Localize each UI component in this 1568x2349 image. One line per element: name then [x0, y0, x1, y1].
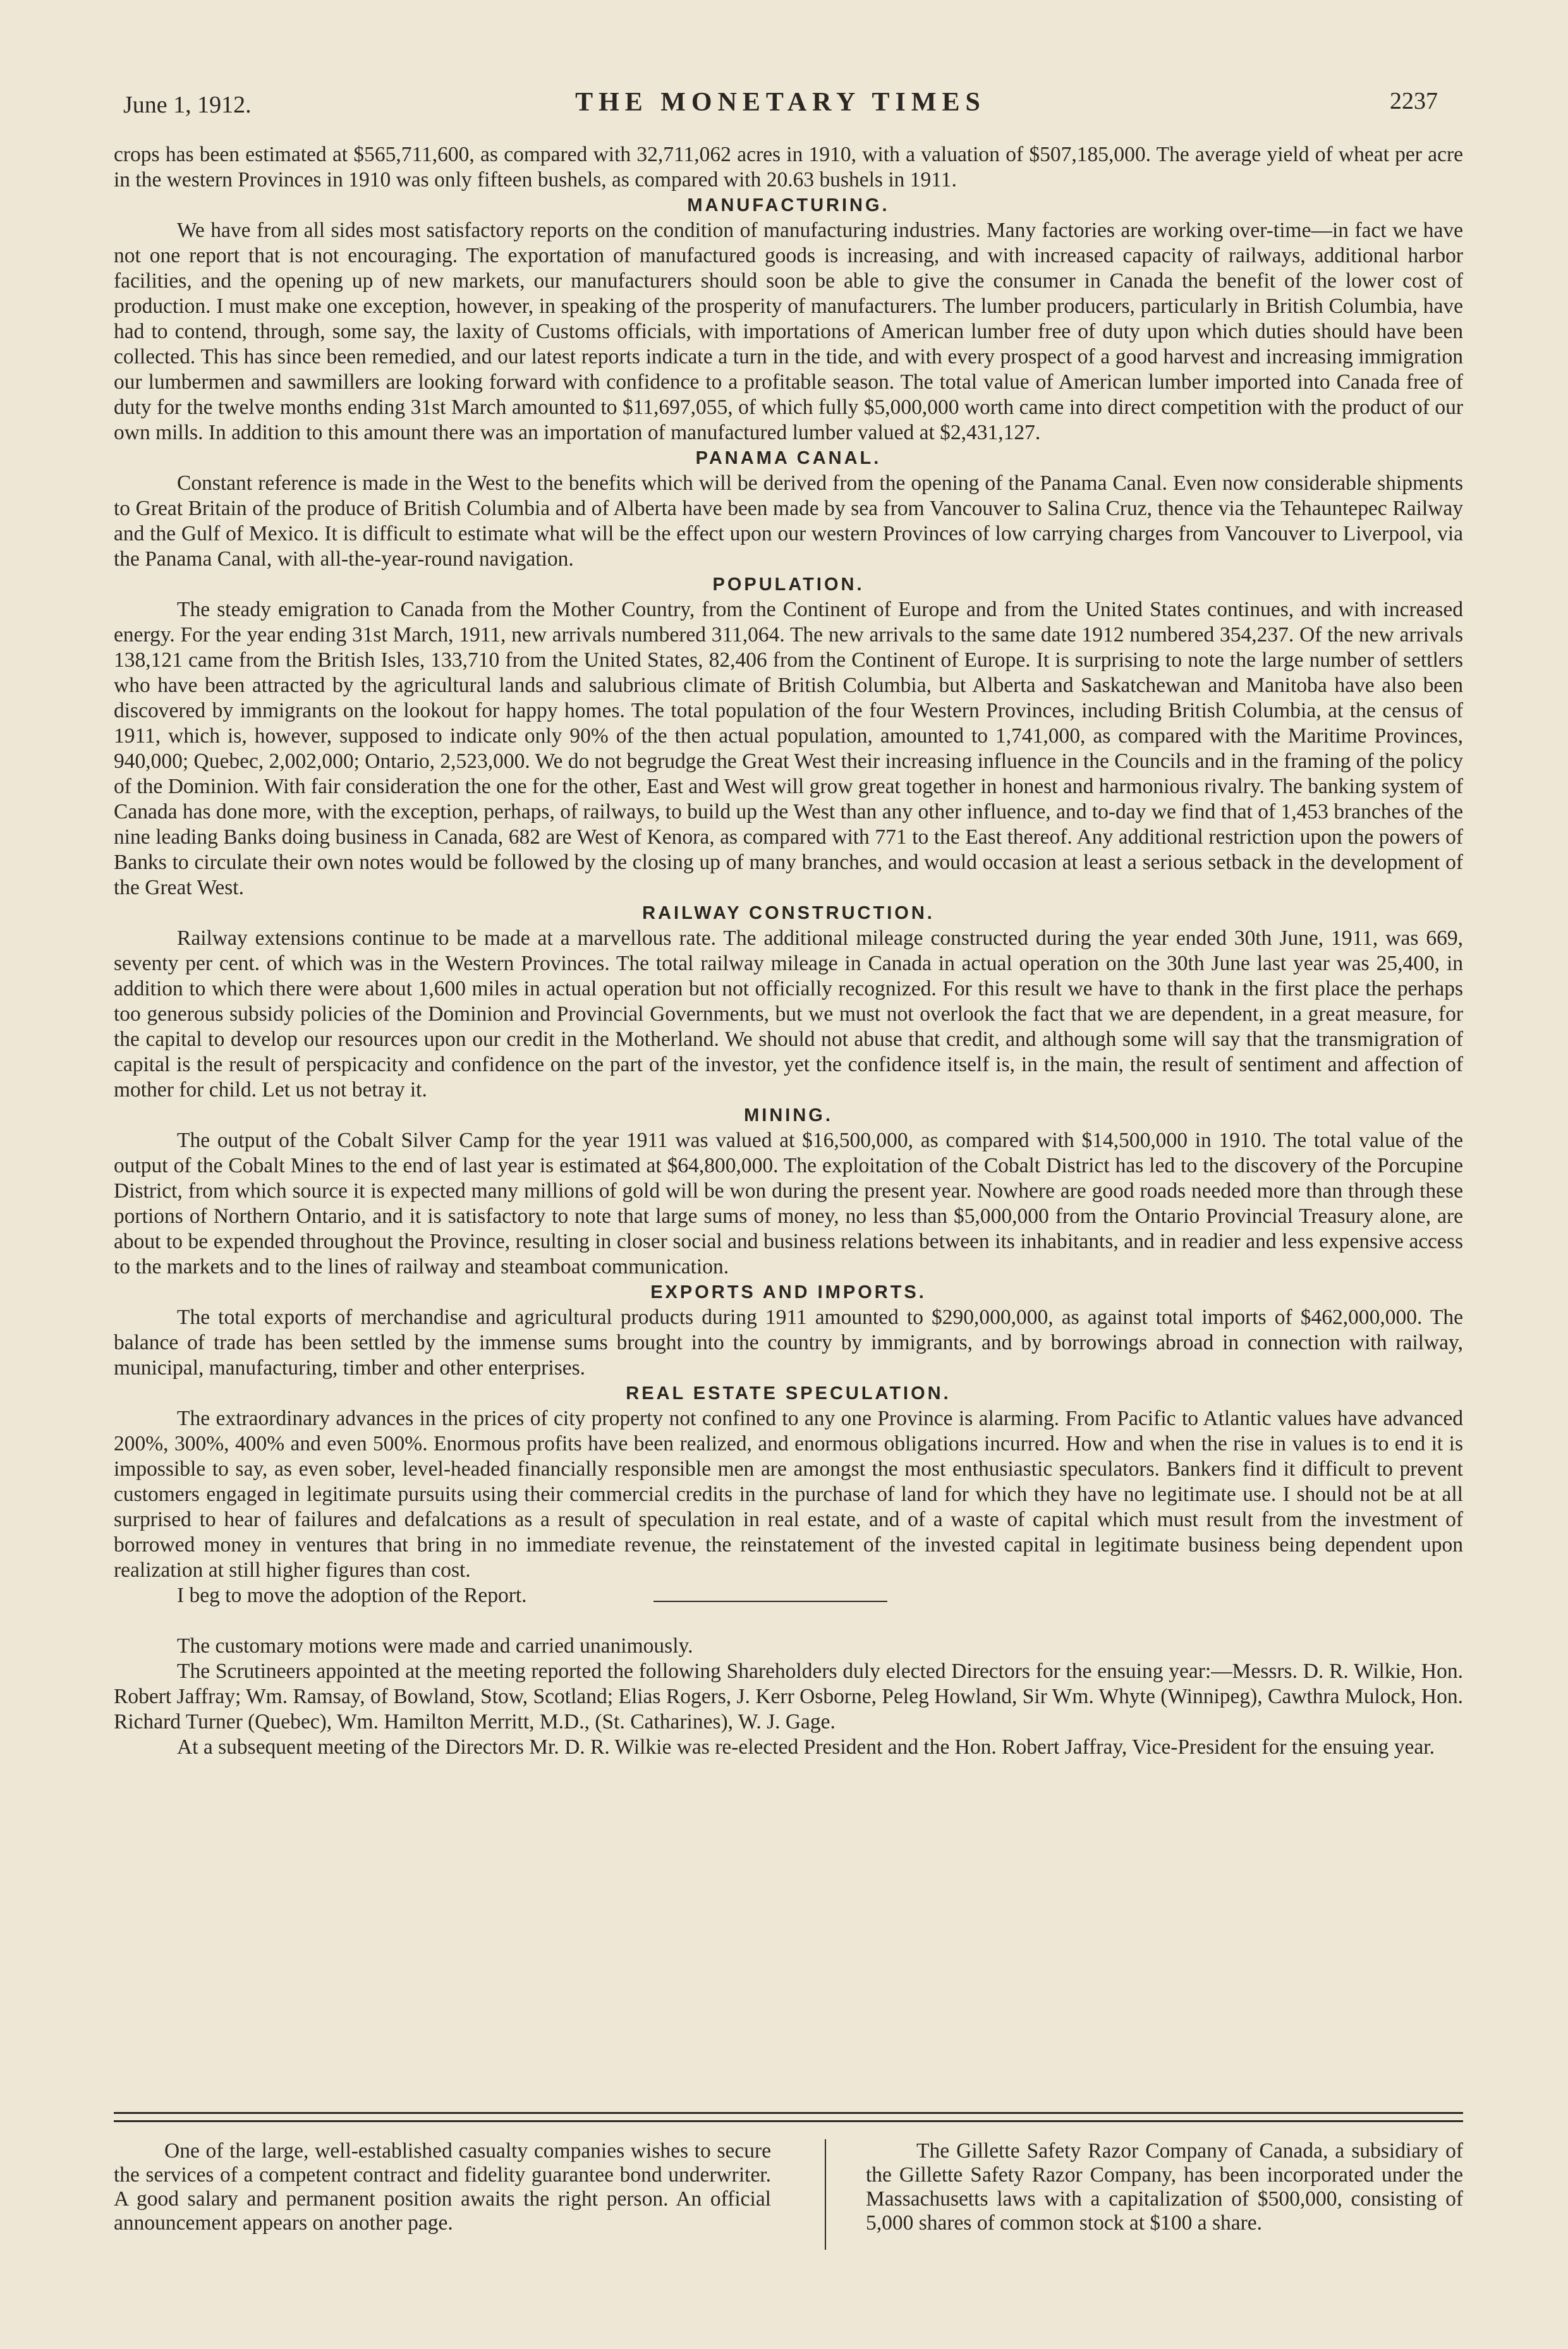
spacer [114, 1608, 1463, 1634]
section-heading-population: POPULATION. [712, 574, 865, 595]
minutes-paragraph: The Scrutineers appointed at the meeting reported the following Shareholders duly elected Directors for the ensuing year:—Messrs. D. R. Wilkie, Hon. Robert Jaffray; Wm. Ramsay, of Bowland, Stow, Scotland; Elias Rogers, J. Kerr Osborne, Peleg Howland, Sir Wm. Whyte (Winnipeg), Cawthra Mulock, Hon. Richard Turner (Quebec), Wm. Hamilton Merritt, M.D., (St. Catharines), W. J. Gage. [114, 1660, 1463, 1733]
section-heading-manufacturing: MANUFACTURING. [687, 195, 890, 215]
intro-paragraph: crops has been estimated at $565,711,600, as compared with 32,711,062 acres in 1910, with a valuation of $507,185,000. The average yield of wheat per acre in the western Provinces in 1910 was only fifteen bushels, as compared with 20.63 bushels in 1911. [114, 143, 1463, 191]
minutes-paragraph: At a subsequent meeting of the Directors Mr. D. R. Wilkie was re-elected President and the Hon. Robert Jaffray, Vice-President for the ensuing year. [177, 1735, 1435, 1759]
closing-text: I beg to move the adoption of the Report. [177, 1584, 527, 1607]
notice-left [114, 2139, 771, 2235]
notice-right [866, 2139, 1463, 2235]
page-header [123, 81, 1438, 125]
section-heading-railway-construction: RAILWAY CONSTRUCTION. [642, 903, 935, 923]
section-heading-panama-canal: PANAMA CANAL. [695, 448, 882, 468]
section-text-manufacturing: We have from all sides most satisfactory reports on the condition of manufacturing industries. Many factories are working over-time—in fact we have not one report that is not encouraging. The exportation of manufactured goods is increasing, and with increased capacity of railways, additional harbor facilities, and the opening up of new markets, our manufacturers should soon be able to give the consumer in Canada the benefit of the lower cost of production. I must make one exception, however, in speaking of the prosperity of manufacturers. The lumber producers, particularly in British Columbia, have had to contend, through, some say, the laxity of Customs officials, with importations of American lumber free of duty upon which duties should have been collected. This has since been remedied, and our latest reports indicate a turn in the tide, and with every prospect of a good harvest and increasing immigration our lumbermen and sawmillers are looking forward with confidence to a profitable season. The total value of American lumber imported into Canada free of duty for the twelve months ending 31st March amounted to $11,697,055, of which fully $5,000,000 worth came into direct competition with the product of our own mills. In addition to this amount there was an importation of manufactured lumber valued at $2,431,127. [114, 219, 1463, 444]
article-body [114, 142, 1463, 1760]
section-heading-mining: MINING. [744, 1105, 833, 1126]
notice-left-text: One of the large, well-established casualty companies wishes to secure the services of a competent contract and fidelity guarantee bond underwriter. A good salary and permanent position awaits the right person. An official announcement appears on another page. [114, 2139, 771, 2235]
notices-columns [114, 2139, 1463, 2266]
publication-title: THE MONETARY TIMES [575, 88, 986, 117]
section-text-railway-construction: Railway extensions continue to be made at a marvellous rate. The additional mileage constructed during the year ended 30th June, 1911, was 669, seventy per cent. of which was in the Western Provinces. The total railway mileage in Canada in actual operation on the 30th June last year was 25,400, in addition to which there were about 1,600 miles in actual operation but not officially recognized. For this result we have to thank in the first place the perhaps too generous subsidy policies of the Dominion and Provincial Governments, but we must not overlook the fact that we are dependent, in a great measure, for the capital to develop our resources upon our credit in the Motherland. We should not abuse that credit, and although some will say that the transmigration of capital is the result of perspicacity and confidence on the part of the investor, yet the confidence itself is, in the main, the result of sentiment and affection of mother for child. Let us not betray it. [114, 926, 1463, 1102]
signature-rule [653, 1601, 887, 1602]
section-text-mining: The output of the Cobalt Silver Camp for the year 1911 was valued at $16,500,000, as compared with $14,500,000 in 1910. The total value of the output of the Cobalt Mines to the end of last year is estimated at $64,800,000. The exploitation of the Cobalt District has led to the discovery of the Porcupine District, from which source it is expected many millions of gold will be won during the present year. Nowhere are good roads needed more than through these portions of Northern Ontario, and it is satisfactory to note that large sums of money, no less than $5,000,000 from the Ontario Provincial Treasury alone, are about to be expended throughout the Province, resulting in closer social and business relations between its inhabitants, and in readier and less expensive access to the markets and to the lines of railway and steamboat communication. [114, 1129, 1463, 1278]
section-heading-exports-imports: EXPORTS AND IMPORTS. [650, 1282, 927, 1302]
section-text-population: The steady emigration to Canada from the Mother Country, from the Continent of Europe and from the United States continues, and with increased energy. For the year ending 31st March, 1911, new arrivals numbered 311,064. The new arrivals to the same date 1912 numbered 354,237. Of the new arrivals 138,121 came from the British Isles, 133,710 from the United States, 82,406 from the Continent of Europe. It is surprising to note the large number of settlers who have been attracted by the agricultural lands and salubrious climate of British Columbia, but Alberta and Saskatchewan and Manitoba have also been discovered by immigrants on the lookout for happy homes. The total population of the four Western Provinces, including British Columbia, at the census of 1911, which is, however, supposed to indicate only 90% of the then actual population, amounted to 1,741,000, as compared with the Maritime Provinces, 940,000; Quebec, 2,002,000; Ontario, 2,523,000. We do not begrudge the Great West their increasing influence in the Councils and in the framing of the policy of the Dominion. With fair consideration the one for the other, East and West will grow great together in honest and harmonious rivalry. The banking system of Canada has done more, with the exception, perhaps, of railways, to build up the West than any other influence, and to-day we find that of 1,453 branches of the nine leading Banks doing business in Canada, 682 are West of Kenora, as compared with 771 to the East thereof. Any additional restriction upon the powers of Banks to circulate their own notes would be followed by the closing up of many branches, and would occasion at least a serious setback in the development of the Great West. [114, 598, 1464, 899]
page-number: 2237 [1390, 88, 1438, 114]
section-text-panama-canal: Constant reference is made in the West to the benefits which will be derived from the opening of the Panama Canal. Even now considerable shipments to Great Britain of the produce of British Columbia and of Alberta have been made by sea from Vancouver to Salina Cruz, thence via the Tehauntepec Railway and the Gulf of Mexico. It is difficult to estimate what will be the effect upon our western Provinces of low carrying charges from Vancouver to Liverpool, via the Panama Canal, with all-the-year-round navigation. [114, 471, 1463, 571]
notice-right-text: The Gillette Safety Razor Company of Canada, a subsidiary of the Gillette Safety Razor Company, has been incorporated under the Massachusetts laws with a capitalization of $500,000, consisting of 5,000 shares of common stock at $100 a share. [866, 2139, 1463, 2235]
minutes-paragraph: The customary motions were made and carried unanimously. [177, 1634, 693, 1658]
closing-line [114, 1583, 1463, 1608]
column-divider [825, 2139, 826, 2250]
section-heading-real-estate: REAL ESTATE SPECULATION. [626, 1383, 951, 1404]
issue-date: June 1, 1912. [123, 92, 252, 118]
double-rule-divider [114, 2112, 1463, 2122]
section-text-real-estate: The extraordinary advances in the prices of city property not confined to any one Province is alarming. From Pacific to Atlantic values have advanced 200%, 300%, 400% and even 500%. Enormous profits have been realized, and enormous obligations incurred. How and when the rise in values is to end it is impossible to say, as even sober, level-headed financially responsible men are amongst the most enthusiastic speculators. Bankers find it difficult to prevent customers engaged in legitimate pursuits using their commercial credits in the purchase of land for which they have no legitimate use. I should not be at all surprised to hear of failures and defalcations as a result of speculation in real estate, and of a waste of capital which must result from the investment of borrowed money in ventures that bring in no immediate revenue, the reinstatement of the invested capital in legitimate business being dependent upon realization at still higher figures than cost. [114, 1407, 1463, 1582]
section-text-exports-imports: The total exports of merchandise and agricultural products during 1911 amounted to $290,000,000, as against total imports of $462,000,000. The balance of trade has been settled by the immense sums brought into the country by immigrants, and by borrowings abroad in connection with railway, municipal, manufacturing, timber and other enterprises. [114, 1306, 1463, 1380]
